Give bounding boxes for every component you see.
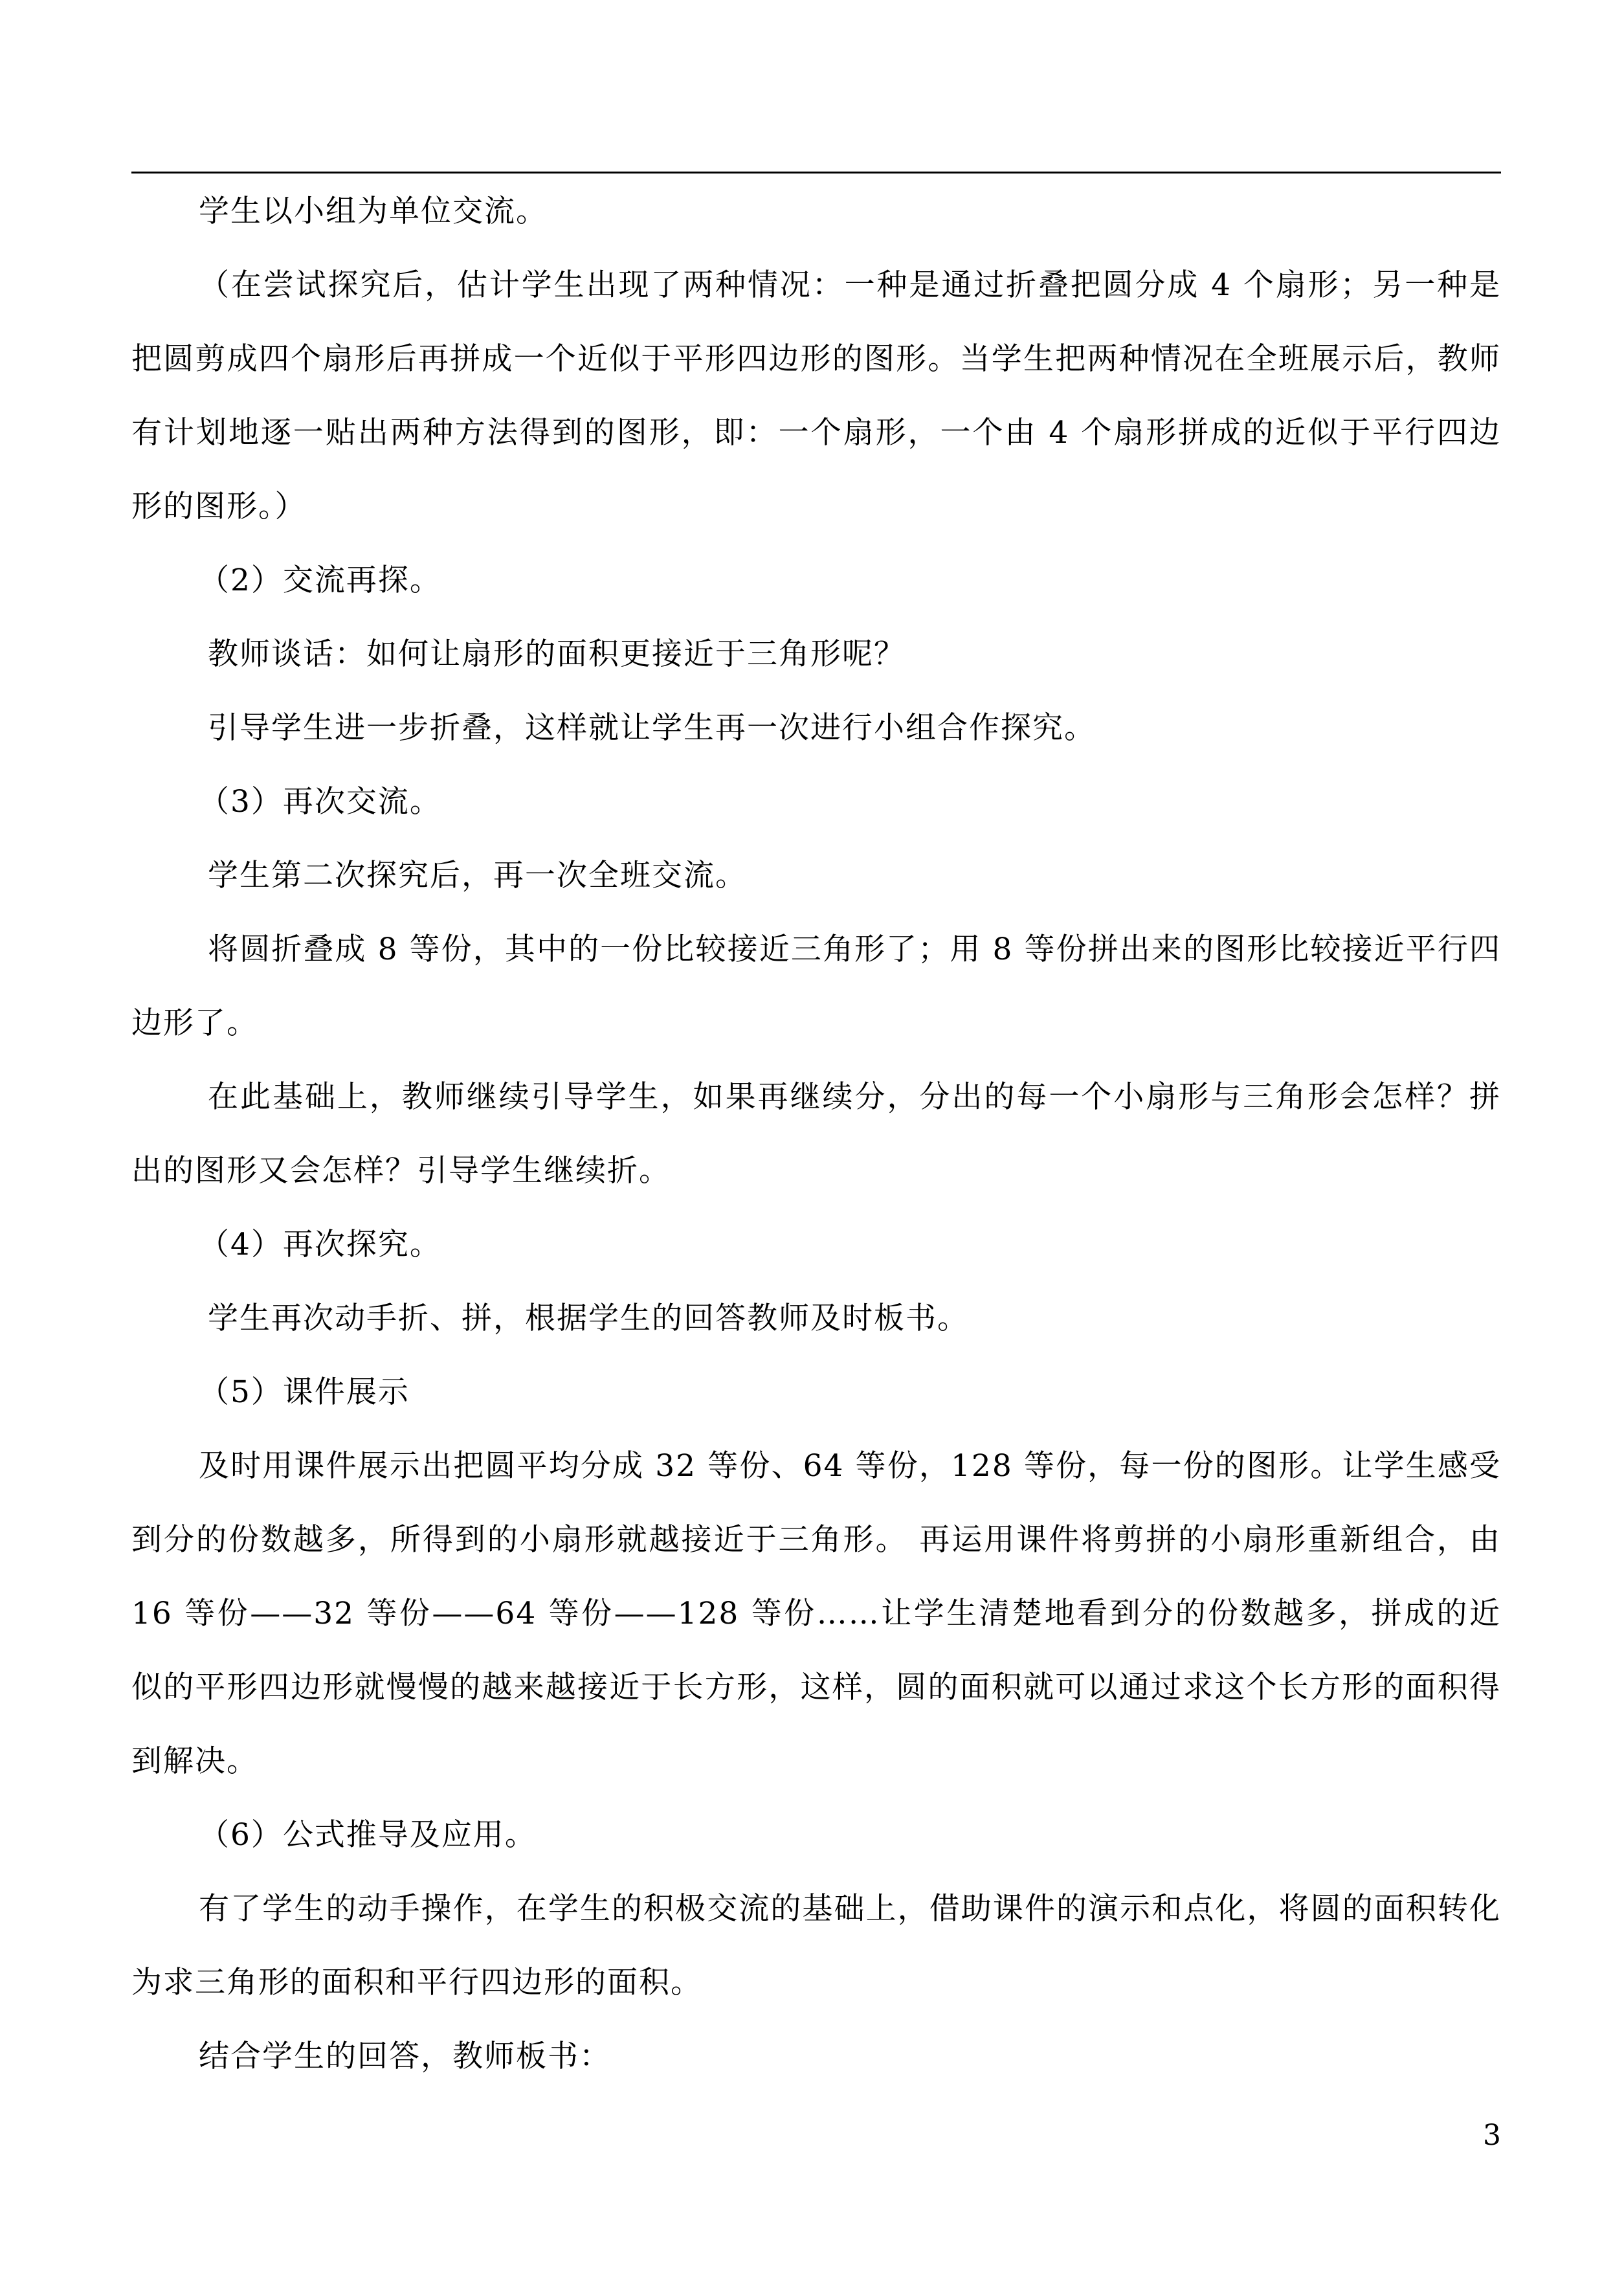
heading-step-3: （3）再次交流。 [199,784,441,820]
paragraph-hands-on: 学生再次动手折、拼，根据学生的回答教师及时板书。 [208,1301,969,1336]
paragraph-teacher-board: 结合学生的回答，教师板书： [199,2039,611,2074]
paragraph-continue-dividing: 在此基础上，教师继续引导学生，如果再继续分，分出的每一个小扇形与三角形会怎样？拼出的图形又会怎样？引导学生继续折。 [131,1079,1501,1189]
paragraph-eight-parts: 将圆折叠成 8 等份，其中的一份比较接近三角形了；用 8 等份拼出来的图形比较接近平行四边形了。 [131,932,1501,1041]
paragraph-courseware-demo: 及时用课件展示出把圆平均分成 32 等份、64 等份，128 等份，每一份的图形。让学生感受到分的份数越多，所得到的小扇形就越接近于三角形。 再运用课件将剪拼的小扇形重新组合，由 16 等份——32 等份——64 等份——128 等份……让学生清楚地看到分的份数越多，拼成的近似的平形四边形就慢慢的越来越接近于长方形，这样，圆的面积就可以通过求这个长方形的面积得到解决。 [131,1448,1501,1779]
paragraph-formula-derivation: 有了学生的动手操作，在学生的积极交流的基础上，借助课件的演示和点化，将圆的面积转化为求三角形的面积和平行四边形的面积。 [131,1891,1501,2000]
paragraph-two-situations: （在尝试探究后，估计学生出现了两种情况：一种是通过折叠把圆分成 4 个扇形；另一种是把圆剪成四个扇形后再拼成一个近似于平形四边形的图形。当学生把两种情况在全班展示后，教师有计划地逐一贴出两种方法得到的图形，即：一个扇形，一个由 4 个扇形拼成的近似于平行四边形的图形。） [131,267,1501,524]
page-number: 3 [1483,2119,1501,2152]
paragraph-second-exchange: 学生第二次探究后，再一次全班交流。 [208,858,747,893]
document-body [131,175,1501,2094]
heading-step-5: （5）课件展示 [199,1374,410,1410]
paragraph-guide-folding: 引导学生进一步折叠，这样就让学生再一次进行小组合作探究。 [208,710,1096,746]
heading-step-6: （6）公式推导及应用。 [199,1817,537,1853]
heading-step-4: （4）再次探究。 [199,1227,441,1262]
header-rule [131,172,1501,173]
paragraph-teacher-question: 教师谈话：如何让扇形的面积更接近于三角形呢？ [208,636,906,672]
paragraph-group-exchange: 学生以小组为单位交流。 [199,194,548,229]
heading-step-2: （2）交流再探。 [199,563,441,598]
